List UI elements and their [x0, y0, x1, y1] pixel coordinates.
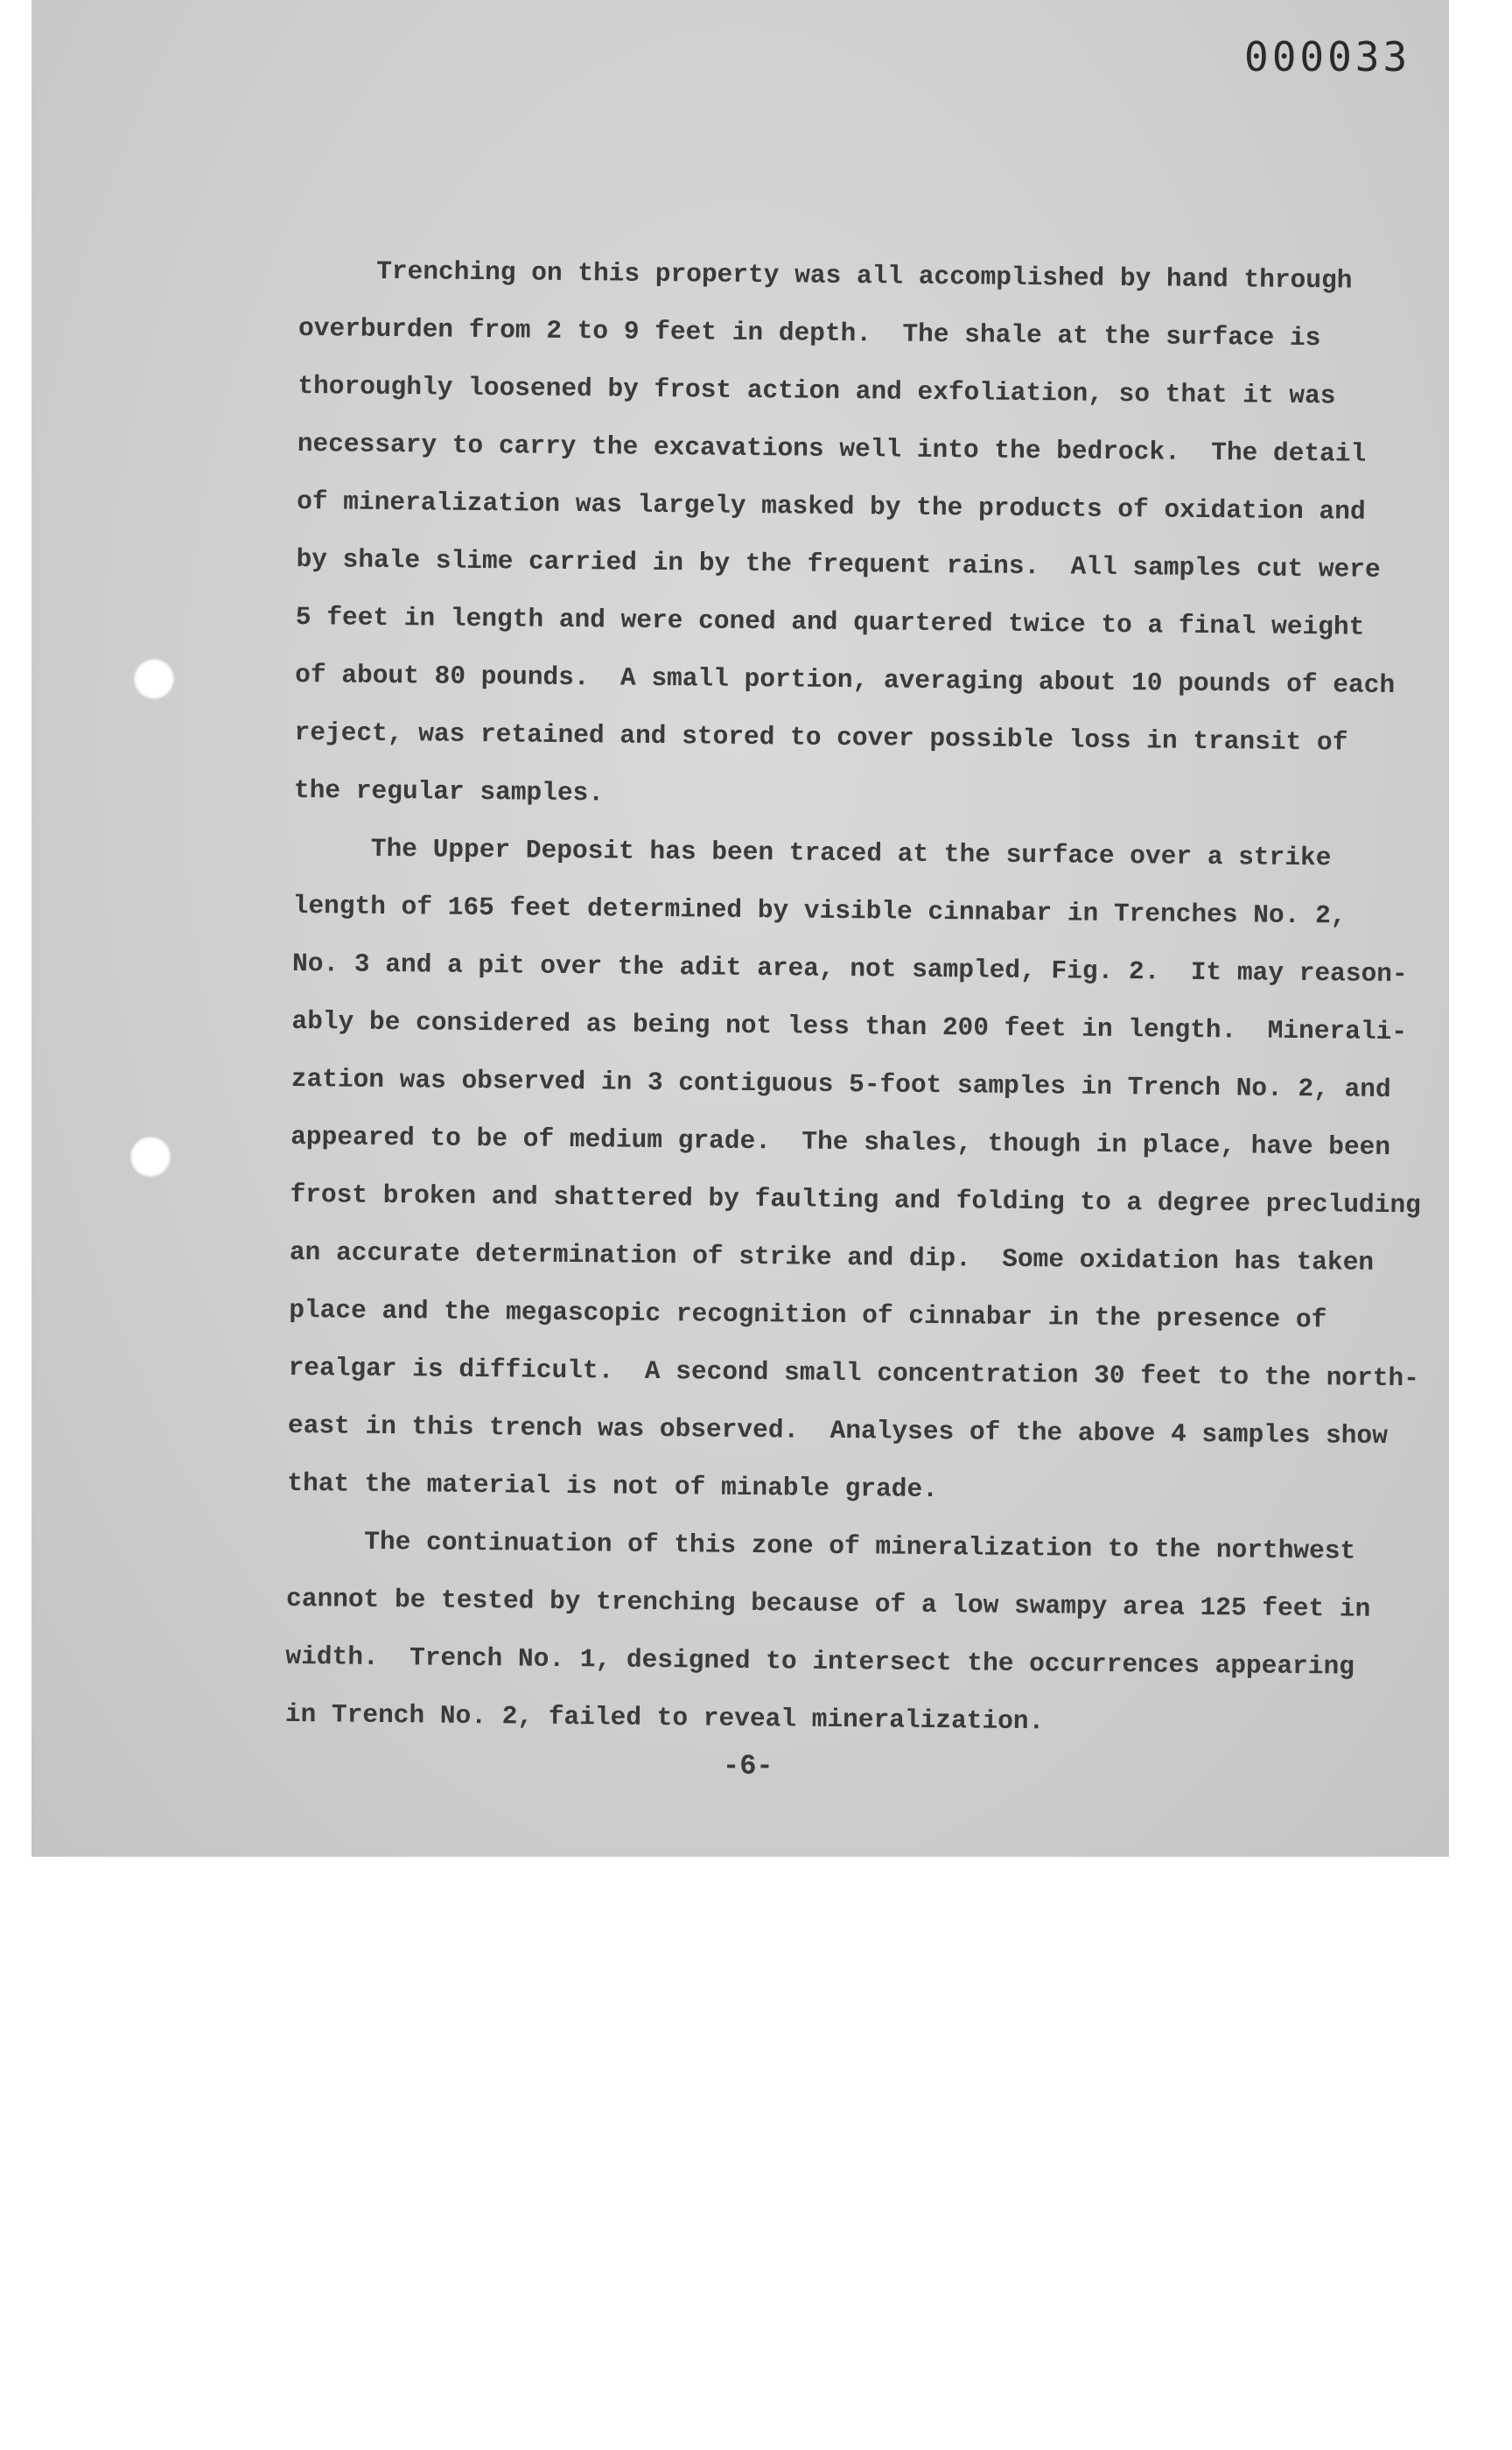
text-line: an accurate determination of strike and dip. Some oxidation has taken: [289, 1236, 1375, 1278]
text-line: The Upper Deposit has been traced at the surface over a strike: [293, 832, 1332, 873]
text-line: cannot be tested by trenching because of a low swampy area 125 feet in: [285, 1583, 1371, 1624]
scanned-page: [32, 0, 1449, 1857]
punch-hole: [133, 658, 175, 700]
text-line: east in this trench was observed. Analyses of the above 4 samples show: [287, 1410, 1389, 1452]
document-number: 000033: [1244, 33, 1411, 80]
page-number: -6-: [723, 1750, 774, 1782]
text-line: thoroughly loosened by frost action and exfoliation, so that it was: [298, 370, 1336, 411]
text-line: in Trench No. 2, failed to reveal mineralization.: [284, 1698, 1045, 1737]
body-text: [284, 242, 1421, 1754]
text-line: of about 80 pounds. A small portion, averaging about 10 pounds of each: [295, 659, 1396, 701]
text-line: width. Trench No. 1, designed to intersect the occurrences appearing: [285, 1641, 1355, 1682]
text-line: ably be considered as being not less than 200 feet in length. Minerali-: [291, 1005, 1408, 1047]
text-line: zation was observed in 3 contiguous 5-foot samples in Trench No. 2, and: [290, 1063, 1391, 1105]
text-line: The continuation of this zone of mineralization to the northwest: [286, 1525, 1356, 1566]
text-line: overburden from 2 to 9 feet in depth. The shale at the surface is: [298, 312, 1321, 354]
text-line: appeared to be of medium grade. The shales, though in place, have been: [290, 1121, 1391, 1163]
paragraph-1: [293, 242, 1396, 830]
text-line: 5 feet in length and were coned and quartered twice to a final weight: [295, 601, 1365, 642]
text-line: of mineralization was largely masked by the products of oxidation and: [296, 486, 1366, 527]
text-line: place and the megascopic recognition of cinnabar in the presence of: [289, 1294, 1327, 1335]
text-line: that the material is not of minable grade.: [287, 1467, 939, 1505]
text-line: by shale slime carried in by the frequent rains. All samples cut were: [296, 543, 1381, 584]
text-line: reject, was retained and stored to cover possible loss in transit of: [294, 717, 1348, 758]
text-line: length of 165 feet determined by visible cinnabar in Trenches No. 2,: [292, 890, 1347, 931]
text-line: No. 3 and a pit over the adit area, not sampled, Fig. 2. It may reason-: [291, 948, 1408, 990]
text-line: realgar is difficult. A second small concentration 30 feet to the north-: [288, 1352, 1420, 1394]
text-line: frost broken and shattered by faulting and folding to a degree precluding: [290, 1179, 1421, 1221]
text-line: necessary to carry the excavations well into the bedrock. The detail: [297, 428, 1367, 469]
punch-hole: [130, 1136, 172, 1178]
text-line: the regular samples.: [293, 774, 605, 808]
text-line: Trenching on this property was all accomplished by hand through: [298, 255, 1353, 296]
paragraph-3: [284, 1512, 1371, 1754]
paragraph-2: [287, 819, 1421, 1522]
